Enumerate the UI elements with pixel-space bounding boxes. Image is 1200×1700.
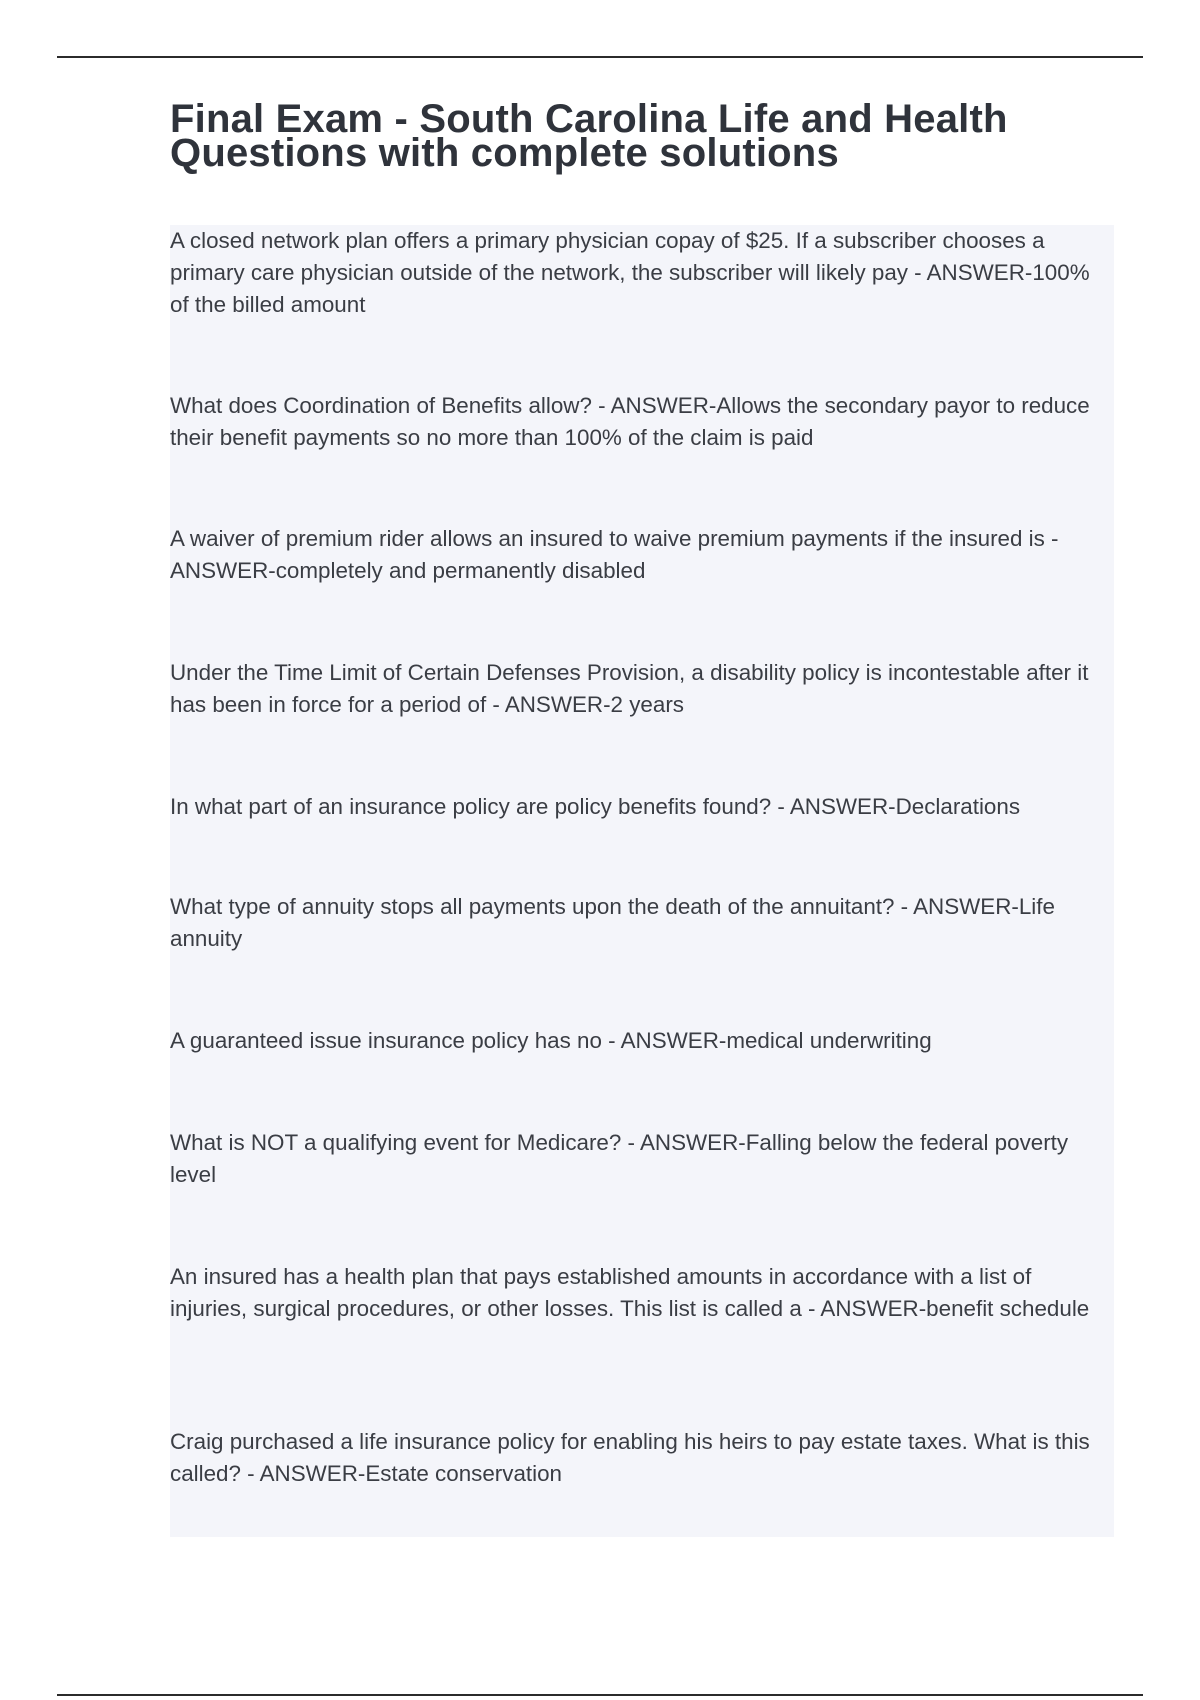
bottom-divider [57,1694,1143,1696]
page-title-line-2: Questions with complete solutions [170,131,839,175]
top-divider [57,56,1143,58]
qa-item: What does Coordination of Benefits allow? - ANSWER-Allows the secondary payor to reduce their benefit payments so no more than 100% of the claim is paid [170,393,1090,450]
qa-item: A closed network plan offers a primary physician copay of $25. If a subscriber chooses a primary care physician outside of the network, the subscriber will likely pay - ANSWER-100% of the billed amount [170,228,1090,317]
qa-item: What type of annuity stops all payments upon the death of the annuitant? - ANSWER-Life annuity [170,894,1055,951]
page-title [170,97,1130,175]
qa-item: What is NOT a qualifying event for Medicare? - ANSWER-Falling below the federal poverty level [170,1130,1069,1187]
qa-panel [170,225,1114,1537]
qa-item: Under the Time Limit of Certain Defenses Provision, a disability policy is incontestable after it has been in force for a period of - ANSWER-2 years [170,660,1089,717]
qa-item: An insured has a health plan that pays established amounts in accordance with a list of injuries, surgical procedures, or other losses. This list is called a - ANSWER-benefit schedule [170,1264,1090,1321]
page-title-line-1: Final Exam - South Carolina Life and Health [170,97,1008,141]
qa-item: In what part of an insurance policy are policy benefits found? - ANSWER-Declarations [170,794,1021,819]
qa-item: A guaranteed issue insurance policy has no - ANSWER-medical underwriting [170,1028,932,1053]
qa-item: A waiver of premium rider allows an insured to waive premium payments if the insured is - ANSWER-completely and permanently disabled [170,526,1059,583]
qa-item: Craig purchased a life insurance policy for enabling his heirs to pay estate taxes. What is this called? - ANSWER-Estate conservation [170,1429,1090,1486]
